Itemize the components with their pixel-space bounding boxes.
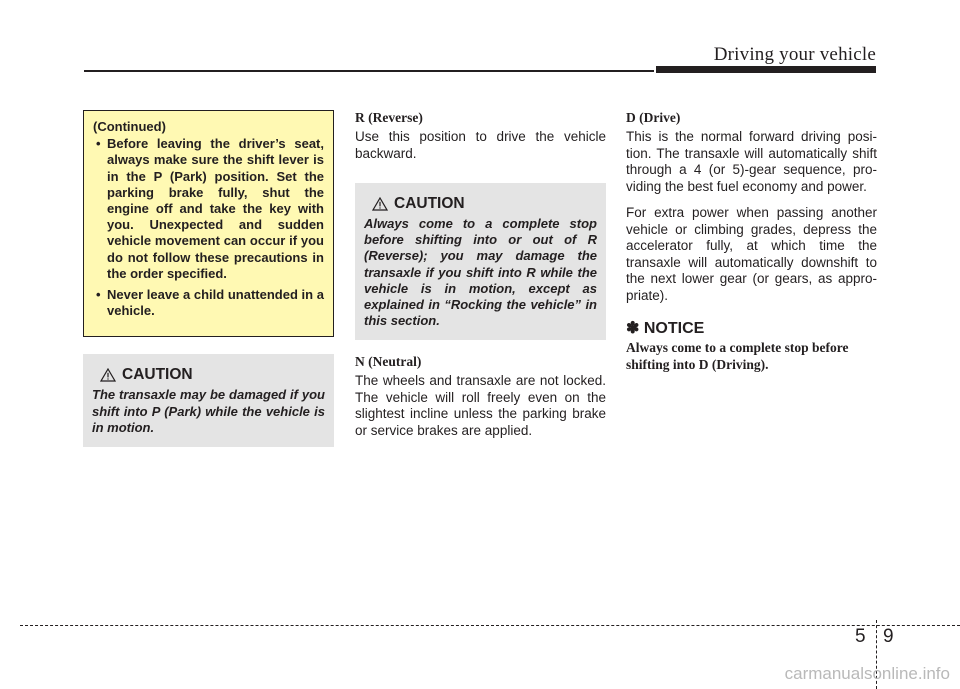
warning-continued-label: (Continued) xyxy=(93,119,166,134)
warning-triangle-icon xyxy=(100,368,116,382)
caution-title: CAUTION xyxy=(394,195,465,212)
caution-box-park xyxy=(83,354,334,447)
chapter-number: 5 xyxy=(855,626,866,647)
reverse-text: Use this position to drive the vehicle backward. xyxy=(355,129,606,161)
warning-triangle-icon xyxy=(372,197,388,211)
warning-item: • Never leave a child unattended in a vehicle. xyxy=(93,287,324,319)
caution-heading xyxy=(372,195,597,213)
column-middle xyxy=(355,110,606,439)
drive-text-extra-power: For extra power when passing another vehicle or climbing grades, depress the accelerator fully, at which time the transaxle will automatically downshift to the next lower gear (or gears, as appropriate). xyxy=(626,205,877,303)
drive-heading: D (Drive) xyxy=(626,110,681,125)
watermark: carmanualsonline.info xyxy=(784,664,950,683)
neutral-text: The wheels and transaxle are not locked. The vehicle will roll freely even on the slightest incline unless the parking brake or service brakes are applied. xyxy=(355,373,606,438)
neutral-heading: N (Neutral) xyxy=(355,354,422,370)
caution-heading xyxy=(100,366,325,384)
notice-heading: ✽ NOTICE xyxy=(626,320,705,337)
header-rule-accent xyxy=(656,66,876,73)
caution-box-reverse xyxy=(355,183,606,340)
warning-item: • Before leaving the driver’s seat, always make sure the shift lever is in the P (Park) position. Set the parking brake fully, shut the engine off and take the key with you. Unexpected and sudden vehicle movement can occur if you do not follow these precautions in the order specified. xyxy=(93,136,324,282)
footer-rule xyxy=(20,625,960,626)
reverse-heading: R (Reverse) xyxy=(355,110,423,125)
warning-list xyxy=(93,136,324,319)
header-rule xyxy=(84,70,654,72)
section-title: Driving your vehicle xyxy=(713,44,876,65)
notice-text: Always come to a complete stop before shifting into D (Driving). xyxy=(626,340,849,372)
column-left xyxy=(83,110,334,447)
caution-text: Always come to a complete stop before shifting into or out of R (Reverse); you may damage the transaxle if you shift into R while the vehicle is in motion, except as explained in “Rocking the vehicle” in this section. xyxy=(364,216,597,329)
caution-title: CAUTION xyxy=(122,366,193,384)
drive-text: This is the normal forward driving position. The transaxle will automatically shift through a 4 (or 5)-gear sequence, providing the best fuel economy and power. xyxy=(626,129,877,194)
warning-box xyxy=(83,110,334,337)
page-number: 9 xyxy=(883,626,894,647)
caution-text: The transaxle may be damaged if you shift into P (Park) while the vehicle is in motion. xyxy=(92,387,325,435)
column-right xyxy=(626,110,877,373)
